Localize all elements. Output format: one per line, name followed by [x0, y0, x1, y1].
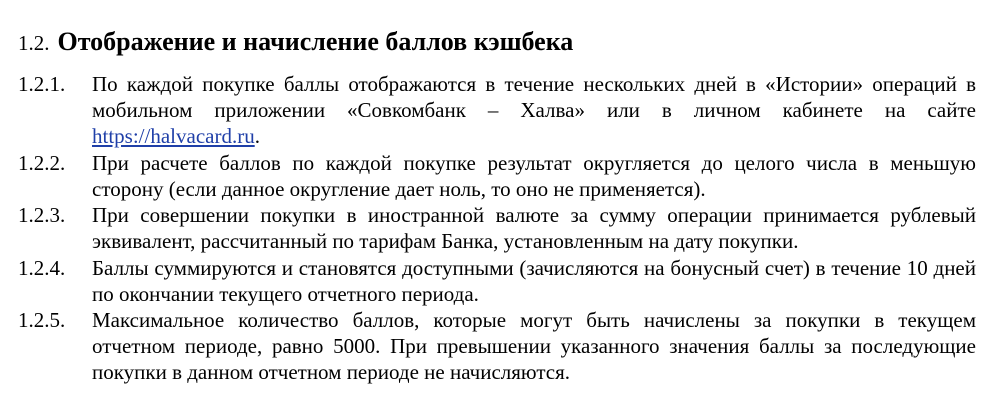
item-text: При расчете баллов по каждой покупке результат округляется до целого числа в меньшую сторону (если данное округление дает ноль, то оно не применяется).	[92, 151, 976, 202]
item-number: 1.2.2.	[18, 151, 66, 175]
item-text-after-link: .	[254, 124, 260, 149]
section-number: 1.2.	[18, 31, 50, 55]
item-text	[92, 71, 976, 150]
item-text-before-link: По каждой покупке баллы отображаются в течение нескольких дней в «Истории» операций в мобильном приложении «Совкомбанк – Халва» или в личном кабинете на сайте	[92, 72, 976, 123]
section-title: Отображение и начисление баллов кэшбека	[57, 27, 574, 56]
section-heading	[18, 24, 573, 64]
halvacard-link[interactable]: https://halvacard.ru	[92, 124, 255, 149]
item-text: При совершении покупки в иностранной валюте за сумму операции принимается рублевый эквивалент, рассчитанный по тарифам Банка, установленным на дату покупки.	[92, 203, 976, 254]
item-number: 1.2.3.	[18, 203, 66, 227]
item-number: 1.2.5.	[18, 308, 66, 332]
item-number: 1.2.1.	[18, 72, 66, 96]
item-text: Баллы суммируются и становятся доступными (зачисляются на бонусный счет) в течение 10 дней по окончании текущего отчетного периода.	[92, 256, 976, 307]
item-number: 1.2.4.	[18, 256, 66, 280]
item-text: Максимальное количество баллов, которые могут быть начислены за покупки в текущем отчетном периоде, равно 5000. При превышении указанного значения баллы за последующие покупки в данном отчетном периоде не начисляются.	[92, 308, 976, 385]
